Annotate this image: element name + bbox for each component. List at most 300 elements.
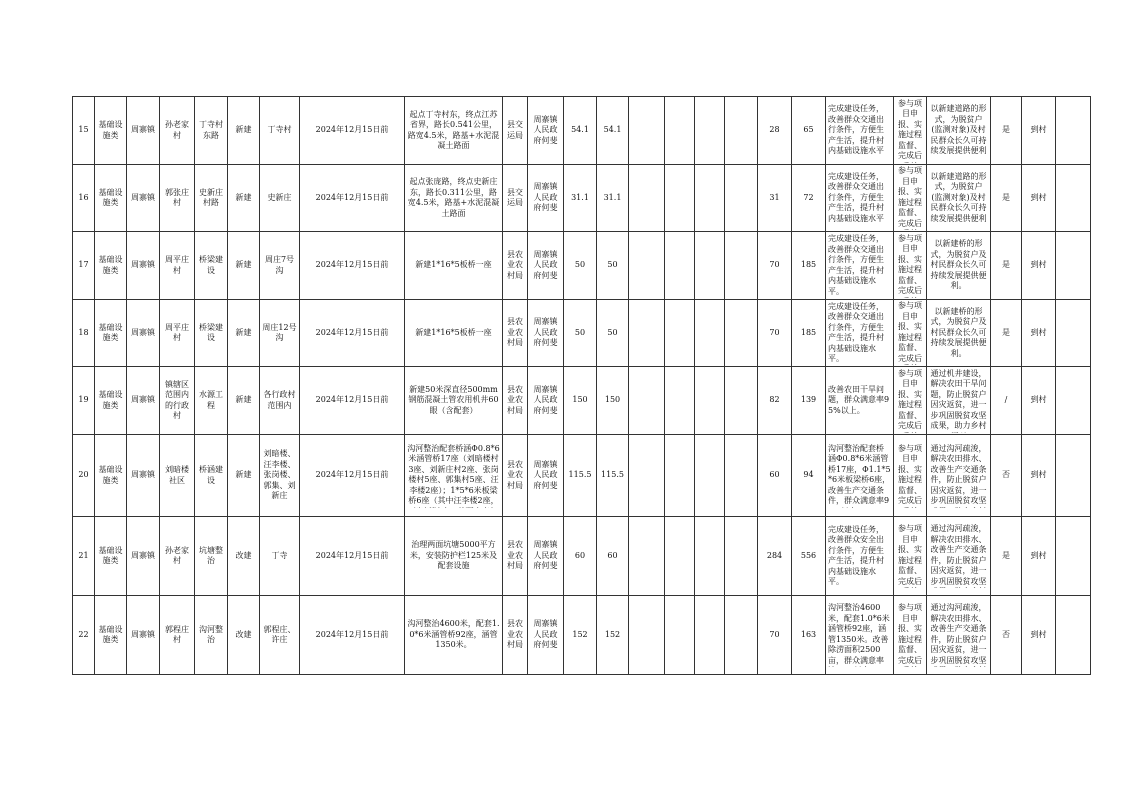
total-investment-text: 54.1 bbox=[571, 125, 589, 135]
benefit-mechanism bbox=[894, 596, 927, 675]
row-number bbox=[73, 435, 95, 517]
construction-content bbox=[405, 97, 503, 165]
village bbox=[160, 596, 195, 675]
location-text: 丁寺村 bbox=[267, 125, 292, 135]
empty-cell bbox=[695, 300, 725, 367]
remark bbox=[1056, 517, 1091, 596]
project-name bbox=[195, 232, 228, 300]
total-investment bbox=[564, 165, 597, 232]
town-text: 周寨镇 bbox=[131, 470, 155, 480]
location-text: 周庄12号沟 bbox=[262, 322, 297, 342]
deadline bbox=[300, 517, 405, 596]
is-flag-text: 否 bbox=[1002, 470, 1010, 480]
total-investment-text: 152 bbox=[572, 629, 588, 639]
category bbox=[95, 232, 127, 300]
households-text: 70 bbox=[769, 327, 780, 337]
location bbox=[260, 97, 300, 165]
total-investment bbox=[564, 232, 597, 300]
department-text: 县农业农村局 bbox=[507, 249, 523, 280]
deadline bbox=[300, 232, 405, 300]
empty-cell bbox=[695, 596, 725, 675]
linkage-description bbox=[927, 97, 991, 165]
benefit-mechanism bbox=[894, 367, 927, 435]
persons-text: 163 bbox=[800, 629, 817, 639]
benefit-mechanism-text: 参与项目申报、实施过程监督、完成后 bbox=[898, 524, 922, 586]
village-text: 周平庄村 bbox=[165, 255, 189, 275]
responsible-person bbox=[528, 367, 564, 435]
status bbox=[1022, 435, 1056, 517]
responsible-person bbox=[528, 300, 564, 367]
empty-cell bbox=[695, 435, 725, 517]
project-name-text: 桥梁建设 bbox=[199, 255, 223, 275]
remark bbox=[1056, 97, 1091, 165]
construction-content-text: 沟河整治配套桥涵Φ0.8*6米涵管桥17座（刘暗楼村3座、刘新庄村2座、张岗楼村5座、郭集村5座、汪李楼2座）；1*5*6米板梁桥6座（其中汪李楼2座， bbox=[407, 443, 500, 505]
is-flag bbox=[991, 435, 1022, 517]
benefit-mechanism-text: 参与项目申报、实施过程监督、完成后 bbox=[898, 443, 922, 505]
department bbox=[503, 367, 528, 435]
deadline bbox=[300, 596, 405, 675]
is-flag-text: 是 bbox=[1002, 192, 1010, 202]
benefit-mechanism-text: 参与项目申报、实施过程监督、完成后 bbox=[898, 301, 922, 363]
village-text: 郭程庄村 bbox=[165, 624, 189, 644]
location bbox=[260, 435, 300, 517]
fund-amount-text: 150 bbox=[604, 395, 621, 405]
responsible-person-text: 周寨镇人民政府何斐 bbox=[533, 384, 558, 415]
fund-amount-text: 31.1 bbox=[603, 192, 622, 202]
town bbox=[127, 165, 160, 232]
is-flag bbox=[991, 517, 1022, 596]
row-number-text: 19 bbox=[78, 395, 89, 405]
benefit-mechanism-text: 参与项目申报、实施过程监督、完成后 bbox=[898, 603, 922, 665]
households-text: 70 bbox=[769, 260, 780, 270]
linkage-description bbox=[927, 232, 991, 300]
households-text: 60 bbox=[769, 470, 780, 480]
location-text: 史新庄 bbox=[267, 192, 292, 202]
town bbox=[127, 97, 160, 165]
persons-text: 94 bbox=[803, 470, 814, 480]
build-type bbox=[228, 367, 260, 435]
build-type bbox=[228, 232, 260, 300]
responsible-person-text: 周寨镇人民政府何斐 bbox=[533, 249, 558, 280]
is-flag bbox=[991, 165, 1022, 232]
town bbox=[127, 517, 160, 596]
benefit-mechanism bbox=[894, 517, 927, 596]
category-text: 基础设施类 bbox=[98, 624, 123, 644]
village bbox=[160, 232, 195, 300]
town-text: 周寨镇 bbox=[131, 125, 155, 135]
construction-content-text: 新建1*16*5板桥一座 bbox=[415, 260, 492, 270]
households bbox=[758, 165, 792, 232]
empty-cell bbox=[665, 517, 695, 596]
performance-target-text: 完成建设任务，改善群众交通出行条件，方便生产生活，提升村内基础设施水平。 bbox=[828, 301, 884, 363]
build-type bbox=[228, 517, 260, 596]
total-investment-text: 50 bbox=[574, 327, 586, 337]
total-investment-text: 115.5 bbox=[568, 470, 592, 480]
empty-cell bbox=[665, 300, 695, 367]
status-text: 到村 bbox=[1030, 327, 1047, 337]
total-investment bbox=[564, 517, 597, 596]
town-text: 周寨镇 bbox=[131, 629, 155, 639]
remark bbox=[1056, 165, 1091, 232]
fund-amount bbox=[597, 596, 629, 675]
build-type-text: 改建 bbox=[235, 629, 252, 639]
empty-cell bbox=[629, 165, 665, 232]
performance-target-text: 沟河整治配套桥涵Φ0.8*6米涵管桥17座，Φ1.1*5*6米板梁桥6座，改善生产交通条件，群众满意率9 bbox=[828, 443, 891, 505]
construction-content-text: 新建1*16*5板桥一座 bbox=[415, 327, 492, 337]
category bbox=[95, 97, 127, 165]
category-text: 基础设施类 bbox=[98, 322, 123, 342]
build-type bbox=[228, 165, 260, 232]
row-number-text: 18 bbox=[78, 327, 89, 337]
build-type-text: 新建 bbox=[235, 260, 252, 270]
row-number-text: 22 bbox=[78, 629, 89, 639]
location-text: 丁寺 bbox=[271, 550, 288, 560]
category-text: 基础设施类 bbox=[98, 187, 123, 207]
location bbox=[260, 165, 300, 232]
category-text: 基础设施类 bbox=[98, 120, 123, 140]
fund-amount bbox=[597, 165, 629, 232]
empty-cell bbox=[725, 300, 758, 367]
empty-cell bbox=[629, 97, 665, 165]
location bbox=[260, 517, 300, 596]
households-text: 284 bbox=[766, 550, 783, 560]
empty-cell bbox=[695, 97, 725, 165]
status-text: 到村 bbox=[1030, 550, 1047, 560]
project-name-text: 史新庄村路 bbox=[199, 187, 223, 207]
benefit-mechanism bbox=[894, 435, 927, 517]
location-text: 各行政村范围内 bbox=[263, 390, 296, 410]
deadline-text: 2024年12月15日前 bbox=[315, 192, 389, 202]
table-row bbox=[73, 232, 1091, 300]
row-number-text: 16 bbox=[78, 192, 89, 202]
project-name-text: 水源工程 bbox=[199, 390, 223, 410]
department bbox=[503, 300, 528, 367]
fund-amount bbox=[597, 232, 629, 300]
row-number-text: 20 bbox=[78, 470, 89, 480]
linkage-description-text: 通过沟河疏浚，解决农田排水、改善生产交通条件，防止脱贫户因灾返贫，进一步巩固脱贫攻坚 bbox=[930, 443, 987, 505]
town bbox=[127, 367, 160, 435]
project-name bbox=[195, 300, 228, 367]
empty-cell bbox=[665, 165, 695, 232]
performance-target bbox=[826, 596, 894, 675]
persons bbox=[792, 97, 826, 165]
project-name-text: 丁寺村东路 bbox=[199, 120, 223, 140]
benefit-mechanism-text: 参与项目申报、实施过程监督、完成后 bbox=[898, 233, 922, 295]
total-investment-text: 150 bbox=[572, 395, 588, 405]
remark bbox=[1056, 300, 1091, 367]
deadline-text: 2024年12月15日前 bbox=[315, 327, 389, 337]
linkage-description-text: 以新建道路的形式，为脱贫户(监测对象)及村民群众长久可持续发展提供便利 bbox=[930, 171, 987, 223]
empty-cell bbox=[725, 367, 758, 435]
table-row bbox=[73, 300, 1091, 367]
project-name-text: 沟河整治 bbox=[199, 624, 223, 644]
row-number-text: 15 bbox=[78, 125, 89, 135]
village bbox=[160, 517, 195, 596]
project-name bbox=[195, 435, 228, 517]
responsible-person bbox=[528, 435, 564, 517]
responsible-person bbox=[528, 232, 564, 300]
empty-cell bbox=[629, 367, 665, 435]
total-investment bbox=[564, 367, 597, 435]
persons bbox=[792, 367, 826, 435]
responsible-person-text: 周寨镇人民政府何斐 bbox=[533, 114, 558, 145]
town-text: 周寨镇 bbox=[131, 192, 155, 202]
deadline-text: 2024年12月15日前 bbox=[315, 260, 389, 270]
fund-amount bbox=[597, 97, 629, 165]
households bbox=[758, 97, 792, 165]
status-text: 到村 bbox=[1030, 629, 1047, 639]
construction-content-text: 新建50米深直径500mm钢筋混凝土管农用机井60眼（含配套） bbox=[408, 384, 499, 415]
persons-text: 65 bbox=[803, 125, 814, 135]
is-flag bbox=[991, 97, 1022, 165]
empty-cell bbox=[665, 596, 695, 675]
row-number bbox=[73, 596, 95, 675]
construction-content bbox=[405, 596, 503, 675]
households bbox=[758, 435, 792, 517]
village-text: 郭张庄村 bbox=[165, 187, 189, 207]
persons bbox=[792, 165, 826, 232]
empty-cell bbox=[665, 232, 695, 300]
total-investment bbox=[564, 97, 597, 165]
build-type bbox=[228, 300, 260, 367]
village-text: 孙老家村 bbox=[165, 545, 189, 565]
build-type bbox=[228, 97, 260, 165]
construction-content-text: 治理两面坑塘5000平方米，安装防护栏125米及配套设施 bbox=[409, 540, 498, 571]
linkage-description bbox=[927, 517, 991, 596]
households-text: 70 bbox=[769, 629, 780, 639]
department-text: 县农业农村局 bbox=[507, 317, 523, 348]
responsible-person-text: 周寨镇人民政府何斐 bbox=[533, 459, 558, 490]
empty-cell bbox=[725, 435, 758, 517]
deadline bbox=[300, 165, 405, 232]
performance-target bbox=[826, 232, 894, 300]
build-type-text: 改建 bbox=[235, 550, 252, 560]
total-investment-text: 50 bbox=[574, 260, 586, 270]
is-flag bbox=[991, 596, 1022, 675]
table-row bbox=[73, 97, 1091, 165]
project-name bbox=[195, 517, 228, 596]
status bbox=[1022, 232, 1056, 300]
linkage-description bbox=[927, 300, 991, 367]
construction-content bbox=[405, 517, 503, 596]
benefit-mechanism-text: 参与项目申报、实施过程监督、完成后 bbox=[898, 368, 922, 430]
village bbox=[160, 165, 195, 232]
category bbox=[95, 517, 127, 596]
empty-cell bbox=[629, 435, 665, 517]
fund-amount-text: 152 bbox=[604, 629, 621, 639]
remark bbox=[1056, 596, 1091, 675]
row-number bbox=[73, 367, 95, 435]
empty-cell bbox=[629, 300, 665, 367]
town-text: 周寨镇 bbox=[131, 327, 155, 337]
deadline bbox=[300, 367, 405, 435]
department bbox=[503, 596, 528, 675]
table-row bbox=[73, 367, 1091, 435]
location-text: 刘暗楼、汪李楼、张岗楼、郭集、刘新庄 bbox=[263, 449, 296, 501]
empty-cell bbox=[665, 97, 695, 165]
empty-cell bbox=[695, 517, 725, 596]
department bbox=[503, 517, 528, 596]
benefit-mechanism bbox=[894, 97, 927, 165]
responsible-person-text: 周寨镇人民政府何斐 bbox=[533, 317, 558, 348]
total-investment-text: 60 bbox=[574, 550, 586, 560]
responsible-person bbox=[528, 165, 564, 232]
empty-cell bbox=[629, 517, 665, 596]
responsible-person bbox=[528, 97, 564, 165]
persons bbox=[792, 300, 826, 367]
construction-content bbox=[405, 367, 503, 435]
department-text: 县农业农村局 bbox=[507, 459, 523, 490]
benefit-mechanism bbox=[894, 300, 927, 367]
performance-target bbox=[826, 300, 894, 367]
category-text: 基础设施类 bbox=[98, 390, 123, 410]
linkage-description-text: 以新建桥的形式，为脱贫户及村民群众长久可持续发展提供便利。 bbox=[930, 239, 987, 291]
village-text: 孙老家村 bbox=[165, 120, 189, 140]
location bbox=[260, 367, 300, 435]
empty-cell bbox=[725, 232, 758, 300]
table-row bbox=[73, 165, 1091, 232]
is-flag-text: / bbox=[1004, 395, 1008, 405]
status bbox=[1022, 596, 1056, 675]
total-investment bbox=[564, 596, 597, 675]
linkage-description-text: 通过沟河疏浚，解决农田排水、改善生产交通条件，防止脱贫户因灾返贫，进一步巩固脱贫攻坚 bbox=[930, 603, 987, 665]
category bbox=[95, 300, 127, 367]
project-name-text: 坑塘整治 bbox=[199, 545, 223, 565]
performance-target bbox=[826, 517, 894, 596]
responsible-person bbox=[528, 596, 564, 675]
persons bbox=[792, 435, 826, 517]
row-number bbox=[73, 165, 95, 232]
linkage-description bbox=[927, 165, 991, 232]
town-text: 周寨镇 bbox=[131, 260, 155, 270]
performance-target bbox=[826, 97, 894, 165]
department-text: 县交运局 bbox=[507, 187, 523, 207]
persons bbox=[792, 596, 826, 675]
remark bbox=[1056, 367, 1091, 435]
total-investment bbox=[564, 435, 597, 517]
households bbox=[758, 232, 792, 300]
build-type-text: 新建 bbox=[235, 327, 252, 337]
fund-amount-text: 50 bbox=[607, 260, 618, 270]
category-text: 基础设施类 bbox=[98, 255, 123, 275]
row-number-text: 17 bbox=[78, 260, 89, 270]
construction-content-text: 起点张庞路，终点史新庄东，路长0.311公里，路宽4.5米，路基+水泥混凝土路面 bbox=[407, 177, 500, 218]
project-name bbox=[195, 367, 228, 435]
department bbox=[503, 232, 528, 300]
empty-cell bbox=[725, 517, 758, 596]
performance-target-text: 完成建设任务，改善群众交通出行条件，方便生产生活，提升村内基础设施水平 bbox=[828, 104, 884, 156]
responsible-person-text: 周寨镇人民政府何斐 bbox=[533, 540, 558, 571]
location-text: 郭程庄、许庄 bbox=[263, 624, 296, 644]
status-text: 到村 bbox=[1030, 395, 1047, 405]
table-row bbox=[73, 596, 1091, 675]
build-type-text: 新建 bbox=[235, 470, 252, 480]
row-number bbox=[73, 232, 95, 300]
construction-content bbox=[405, 165, 503, 232]
village-text: 刘暗楼社区 bbox=[165, 465, 189, 485]
department bbox=[503, 435, 528, 517]
village bbox=[160, 300, 195, 367]
table-row bbox=[73, 517, 1091, 596]
location bbox=[260, 232, 300, 300]
fund-amount bbox=[597, 435, 629, 517]
department-text: 县农业农村局 bbox=[507, 540, 523, 571]
remark bbox=[1056, 435, 1091, 517]
persons bbox=[792, 232, 826, 300]
is-flag-text: 是 bbox=[1002, 327, 1010, 337]
status bbox=[1022, 300, 1056, 367]
benefit-mechanism bbox=[894, 232, 927, 300]
households bbox=[758, 596, 792, 675]
performance-target-text: 完成建设任务，改善群众安全出行条件，方便生产生活，提升村内基础设施水平。 bbox=[828, 524, 884, 586]
project-name bbox=[195, 596, 228, 675]
project-name-text: 桥梁建设 bbox=[199, 322, 223, 342]
performance-target-text: 完成建设任务，改善群众交通出行条件，方便生产生活，提升村内基础设施水平。 bbox=[828, 234, 884, 296]
empty-cell bbox=[725, 596, 758, 675]
empty-cell bbox=[695, 165, 725, 232]
fund-amount bbox=[597, 367, 629, 435]
empty-cell bbox=[665, 367, 695, 435]
town bbox=[127, 596, 160, 675]
status-text: 到村 bbox=[1030, 192, 1047, 202]
fund-amount-text: 54.1 bbox=[603, 125, 622, 135]
households-text: 28 bbox=[769, 125, 780, 135]
performance-target bbox=[826, 165, 894, 232]
table-row bbox=[73, 435, 1091, 517]
construction-content bbox=[405, 435, 503, 517]
category-text: 基础设施类 bbox=[98, 545, 123, 565]
households bbox=[758, 517, 792, 596]
empty-cell bbox=[665, 435, 695, 517]
households bbox=[758, 300, 792, 367]
category bbox=[95, 165, 127, 232]
row-number bbox=[73, 300, 95, 367]
row-number bbox=[73, 517, 95, 596]
linkage-description-text: 以新建道路的形式，为脱贫户(监测对象)及村民群众长久可持续发展提供便利 bbox=[930, 104, 987, 156]
households bbox=[758, 367, 792, 435]
category bbox=[95, 435, 127, 517]
fund-amount-text: 115.5 bbox=[601, 470, 624, 480]
performance-target-text: 完成建设任务，改善群众交通出行条件，方便生产生活，提升村内基础设施水平 bbox=[828, 171, 884, 223]
department bbox=[503, 97, 528, 165]
linkage-description bbox=[927, 435, 991, 517]
row-number bbox=[73, 97, 95, 165]
location-text: 周庄7号沟 bbox=[264, 255, 295, 275]
is-flag bbox=[991, 367, 1022, 435]
persons-text: 72 bbox=[803, 192, 814, 202]
department bbox=[503, 165, 528, 232]
fund-amount-text: 50 bbox=[607, 327, 618, 337]
households-text: 82 bbox=[769, 395, 780, 405]
empty-cell bbox=[725, 97, 758, 165]
construction-content bbox=[405, 232, 503, 300]
total-investment bbox=[564, 300, 597, 367]
village bbox=[160, 97, 195, 165]
build-type-text: 新建 bbox=[235, 125, 252, 135]
is-flag-text: 是 bbox=[1002, 550, 1010, 560]
households-text: 31 bbox=[769, 192, 780, 202]
linkage-description-text: 通过沟河疏浚，解决农田排水、改善生产交通条件，防止脱贫户因灾返贫，进一步巩固脱贫攻坚 bbox=[930, 524, 987, 586]
persons bbox=[792, 517, 826, 596]
linkage-description bbox=[927, 596, 991, 675]
persons-text: 556 bbox=[800, 550, 817, 560]
town-text: 周寨镇 bbox=[131, 550, 155, 560]
project-table bbox=[72, 96, 1091, 675]
is-flag-text: 否 bbox=[1002, 629, 1010, 639]
linkage-description-text: 通过机井建设，解决农田干旱问题，防止脱贫户因灾返贫，进一步巩固脱贫攻坚成果，助力乡村 bbox=[930, 368, 987, 430]
deadline bbox=[300, 300, 405, 367]
location bbox=[260, 300, 300, 367]
